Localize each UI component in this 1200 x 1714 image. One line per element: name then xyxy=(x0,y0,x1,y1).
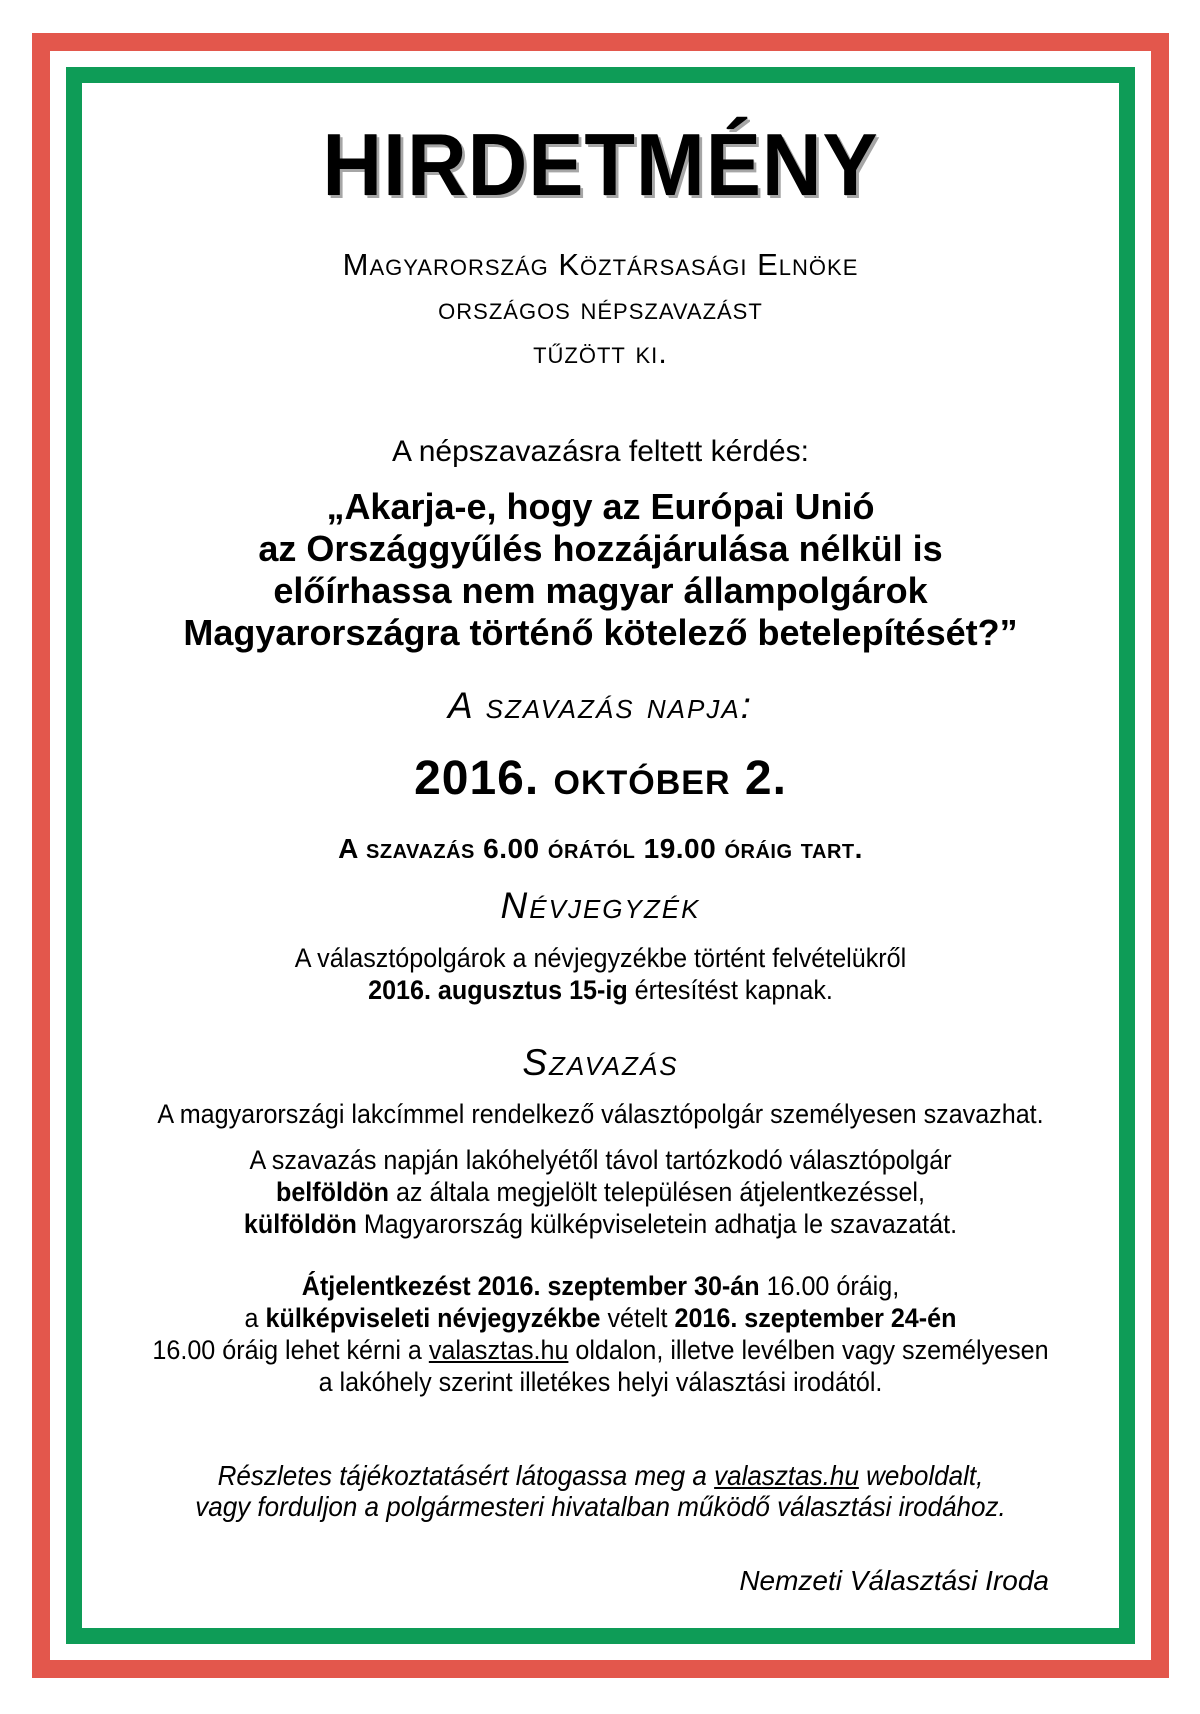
subtitle-line-2: országos népszavazást xyxy=(438,291,763,326)
voting-section-heading: Szavazás xyxy=(522,1042,679,1083)
voting-p2-line-3-rest: Magyarország külképviseletein adhatja le szavazatát. xyxy=(356,1209,958,1239)
voting-p2-line-2 xyxy=(118,1176,1082,1208)
register-section-paragraph xyxy=(118,942,1082,1006)
subtitle-line-3: tűzött ki. xyxy=(533,335,668,370)
poster-title: HIRDETMÉNY xyxy=(322,115,879,214)
register-section-heading: Névjegyzék xyxy=(500,885,701,926)
consular-deadline-bold: 2016. szeptember 24-én xyxy=(674,1303,957,1333)
voting-paragraph-1: A magyarországi lakcímmel rendelkező választópolgár személyesen szavazhat. xyxy=(157,1099,1044,1129)
footer-info xyxy=(118,1460,1082,1522)
valasztas-hu-link[interactable]: valasztas.hu xyxy=(428,1335,569,1365)
voting-p3-line-2-mid: vételt xyxy=(600,1303,675,1333)
question-line-2: az Országgyűlés hozzájárulása nélkül is xyxy=(258,528,943,569)
abroad-bold: külföldön xyxy=(243,1209,357,1239)
question-line-3: előírhassa nem magyar állampolgárok xyxy=(273,570,928,611)
referendum-question-label: A népszavazásra feltett kérdés: xyxy=(392,435,809,468)
voting-p3-line-1 xyxy=(118,1270,1082,1302)
voting-p3-line-3-rest: oldalon, illetve levélben vagy személyesen xyxy=(568,1335,1049,1365)
poster-subtitle xyxy=(82,243,1119,375)
voting-p3-line-4: a lakóhely szerint illetékes helyi választási irodától. xyxy=(318,1367,883,1397)
signature-national-election-office: Nemzeti Választási Iroda xyxy=(739,1565,1049,1596)
voting-p3-line-3-pre: 16.00 óráig lehet kérni a xyxy=(152,1335,429,1365)
register-line-2 xyxy=(118,974,1082,1006)
subtitle-line-1: Magyarország Köztársasági Elnöke xyxy=(342,247,859,282)
voting-p3-line-1-rest: 16.00 óráig, xyxy=(759,1271,900,1301)
register-line-2-rest: értesítést kapnak. xyxy=(627,975,833,1005)
voting-p2-line-1: A szavazás napján lakóhelyétől távol tartózkodó választópolgár xyxy=(249,1145,952,1175)
voting-p3-line-2-pre: a xyxy=(244,1303,266,1333)
referendum-question xyxy=(82,486,1119,654)
voting-date: 2016. október 2. xyxy=(414,752,787,805)
question-line-4: Magyarországra történő kötelező betelepítését?” xyxy=(183,612,1018,653)
poster-content xyxy=(82,83,1119,1628)
register-line-1: A választópolgárok a névjegyzékbe történt felvételükről xyxy=(294,943,907,973)
voting-p2-line-2-rest: az általa megjelölt településen átjelentkezéssel, xyxy=(388,1177,925,1207)
register-deadline-bold: 2016. augusztus 15-ig xyxy=(368,975,628,1005)
consular-register-bold: külképviseleti névjegyzékbe xyxy=(265,1303,601,1333)
footer-info-line-1 xyxy=(118,1460,1082,1491)
voting-hours: A szavazás 6.00 órától 19.00 óráig tart. xyxy=(338,833,863,864)
voting-p3-line-2 xyxy=(118,1302,1082,1334)
domestic-bold: belföldön xyxy=(276,1177,389,1207)
voting-paragraph-3 xyxy=(118,1270,1082,1398)
voting-paragraph-2 xyxy=(118,1144,1082,1240)
footer-line-1-pre: Részletes tájékoztatásért látogassa meg a xyxy=(217,1460,715,1491)
transfer-deadline-bold: Átjelentkezést 2016. szeptember 30-án xyxy=(301,1271,760,1301)
voting-p3-line-3 xyxy=(118,1334,1082,1366)
footer-info-line-2: vagy forduljon a polgármesteri hivatalban működő választási irodához. xyxy=(195,1491,1006,1522)
footer-valasztas-hu-link[interactable]: valasztas.hu xyxy=(714,1460,859,1491)
voting-day-heading: A szavazás napja: xyxy=(448,685,753,726)
question-line-1: „Akarja-e, hogy az Európai Unió xyxy=(326,486,875,527)
footer-line-1-rest: weboldalt, xyxy=(858,1460,984,1491)
voting-p2-line-3 xyxy=(118,1208,1082,1240)
